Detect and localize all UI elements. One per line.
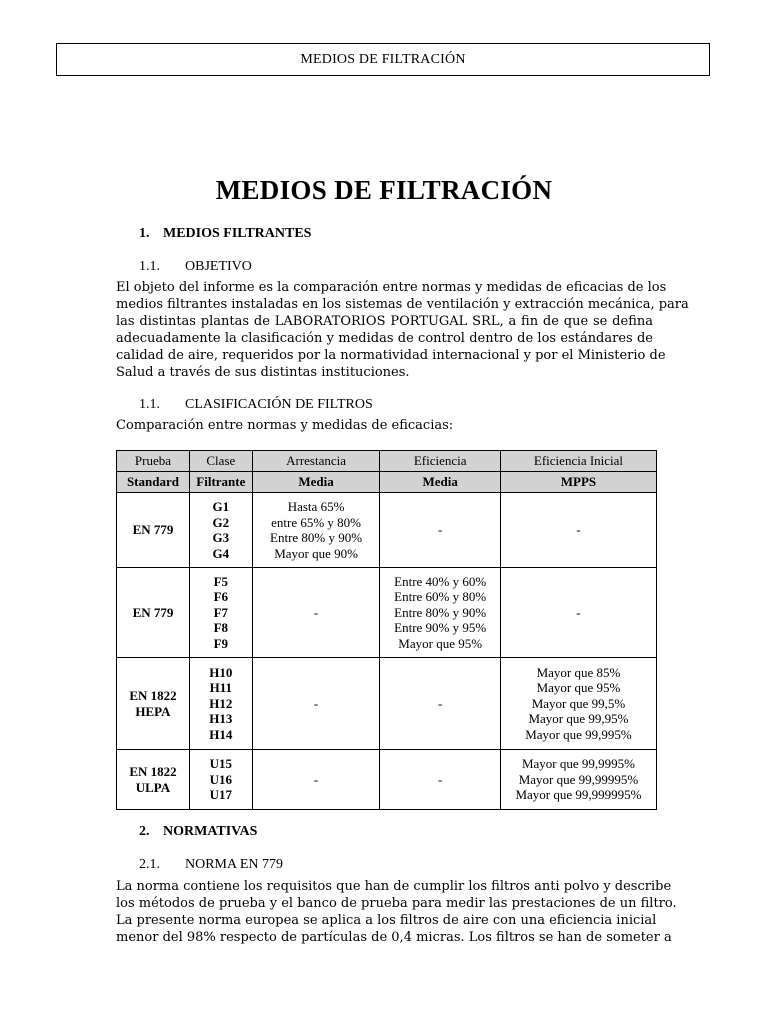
cell-text: F6 (213, 589, 229, 605)
header-cell: Standard (117, 472, 190, 493)
document-title: MEDIOS DE FILTRACIÓN (215, 175, 553, 205)
cell-text: F7 (213, 604, 229, 620)
table-row (117, 568, 657, 658)
mpps-cell (500, 750, 656, 810)
standard-cell (117, 493, 190, 568)
eficiencia-cell (380, 493, 501, 568)
cell-text: EN 1822 (129, 764, 177, 779)
standard-cell (117, 658, 190, 750)
standard-cell (117, 750, 190, 810)
objetivo-line: El objeto del informe es la comparación entre normas y medidas de eficacias de los (116, 280, 667, 295)
filter-classification-table (116, 450, 657, 810)
eficiencia-cell (380, 658, 501, 750)
cell-text: Mayor que 95% (398, 635, 483, 651)
objetivo-line: las distintas plantas de LABORATORIOS PORTUGAL SRL, a fin de que se defina (116, 314, 653, 329)
cell-text: Mayor que 99,995% (525, 726, 632, 742)
cell-text: Entre 80% y 90% (270, 530, 363, 545)
cell-text: Mayor que 99,999995% (515, 787, 642, 803)
objetivo-line: calidad de aire, requeridos por la normatividad internacional y por el Ministerio de (116, 348, 666, 363)
header-cell: Clase (189, 451, 252, 472)
cell-text: Entre 90% y 95% (394, 620, 487, 636)
cell-text: - (313, 771, 319, 787)
cell-text: - (438, 771, 443, 787)
objetivo-line: adecuadamente la clasificación y medidas de control dentro de los estándares de (116, 331, 653, 346)
header-text: MEDIOS DE FILTRACIÓN (300, 51, 466, 67)
header-cell: MPPS (500, 472, 656, 493)
cell-text: Entre 80% y 90% (394, 604, 487, 620)
section-2-label: NORMATIVAS (163, 824, 258, 839)
cell-text: Mayor que 95% (536, 680, 621, 696)
cell-text: - (438, 695, 443, 711)
cell-text: H12 (209, 695, 233, 711)
cell-text: entre 65% y 80% (271, 514, 362, 530)
class-cell (189, 568, 252, 658)
cell-text: G4 (212, 545, 230, 561)
arrestancia-cell (252, 568, 380, 658)
subsection-clasificacion-heading (139, 397, 373, 413)
mpps-cell (500, 493, 656, 568)
objetivo-line: medios filtrantes instaladas en los sistemas de ventilación y extracción mecánica, para (116, 297, 689, 312)
table-header-row-1 (117, 451, 657, 472)
subsection-norma-en779-heading (139, 857, 283, 873)
cell-text: H11 (209, 680, 233, 696)
mpps-cell (500, 658, 656, 750)
class-cell (189, 493, 252, 568)
norma-line: La norma contiene los requisitos que han de cumplir los filtros anti polvo y describe (116, 879, 672, 894)
subsection-norma-label: NORMA EN 779 (185, 857, 284, 872)
arrestancia-cell (252, 750, 380, 810)
cell-text: Mayor que 85% (536, 664, 621, 680)
standard-cell (117, 568, 190, 658)
header-cell: Eficiencia (380, 451, 501, 472)
norma-line: los métodos de prueba y el banco de prueba para medir las prestaciones de un filtro. (116, 896, 677, 911)
cell-text: EN 779 (132, 604, 174, 620)
subsection-objetivo-number: 1.1. (139, 259, 160, 274)
header-cell: Eficiencia Inicial (500, 451, 656, 472)
cell-text: U15 (209, 756, 233, 772)
eficiencia-cell (380, 750, 501, 810)
table-row (117, 493, 657, 568)
section-2-heading (139, 824, 257, 840)
cell-text: Mayor que 90% (274, 545, 358, 561)
subsection-norma-number: 2.1. (139, 857, 160, 872)
header-cell: Media (380, 472, 501, 493)
cell-text: - (576, 604, 581, 620)
cell-text: Entre 60% y 80% (394, 589, 487, 605)
cell-text: U16 (209, 771, 233, 787)
section-1-label: MEDIOS FILTRANTES (163, 226, 312, 241)
section-1-number: 1. (139, 226, 150, 241)
cell-text: Hasta 65% (287, 499, 345, 514)
cell-text: EN 779 (132, 522, 174, 538)
cell-text: Mayor que 99,5% (531, 695, 626, 711)
cell-text: Mayor que 99,9995% (521, 756, 635, 772)
table-intro: Comparación entre normas y medidas de eficacias: (116, 418, 454, 433)
table-row (117, 658, 657, 750)
cell-text: G1 (212, 499, 230, 514)
cell-text: F8 (213, 620, 229, 636)
cell-text: U17 (209, 787, 233, 803)
cell-text: H14 (209, 726, 233, 742)
subsection-objetivo-label: OBJETIVO (185, 259, 252, 274)
cell-text: G2 (212, 514, 230, 530)
page-header (56, 43, 710, 76)
cell-text: - (438, 522, 443, 538)
header-cell: Arrestancia (252, 451, 380, 472)
cell-text: H10 (209, 664, 233, 680)
cell-text: Mayor que 99,95% (528, 711, 629, 727)
header-cell: Media (252, 472, 380, 493)
mpps-cell (500, 568, 656, 658)
eficiencia-cell (380, 568, 501, 658)
cell-text: ULPA (135, 779, 171, 795)
cell-text: F9 (213, 635, 229, 651)
cell-text: - (313, 604, 319, 620)
subsection-clasificacion-number: 1.1. (139, 397, 160, 412)
norma-paragraph (116, 878, 677, 946)
class-cell (189, 658, 252, 750)
norma-line: menor del 98% respecto de partículas de 0,4 micras. Los filtros se han de someter a (116, 930, 672, 945)
section-1-heading (139, 226, 311, 242)
cell-text: Entre 40% y 60% (394, 573, 487, 589)
norma-line: La presente norma europea se aplica a los filtros de aire con una eficiencia inicial (116, 913, 657, 928)
cell-text: H13 (209, 711, 233, 727)
arrestancia-cell (252, 658, 380, 750)
cell-text: Mayor que 99,99995% (518, 771, 639, 787)
cell-text: - (313, 695, 319, 711)
subsection-clasificacion-label: CLASIFICACIÓN DE FILTROS (185, 397, 373, 412)
header-cell: Filtrante (189, 472, 252, 493)
cell-text: EN 1822 (129, 688, 177, 703)
header-cell: Prueba (117, 451, 190, 472)
subsection-objetivo-heading (139, 259, 252, 275)
cell-text: G3 (212, 530, 230, 545)
objetivo-line: Salud a través de sus distintas instituciones. (116, 365, 410, 380)
cell-text: - (576, 522, 581, 538)
class-cell (189, 750, 252, 810)
arrestancia-cell (252, 493, 380, 568)
section-2-number: 2. (139, 824, 150, 839)
cell-text: F5 (213, 573, 229, 589)
table-row (117, 750, 657, 810)
table-header-row-2 (117, 472, 657, 493)
objetivo-paragraph (116, 279, 689, 381)
cell-text: HEPA (135, 703, 171, 719)
